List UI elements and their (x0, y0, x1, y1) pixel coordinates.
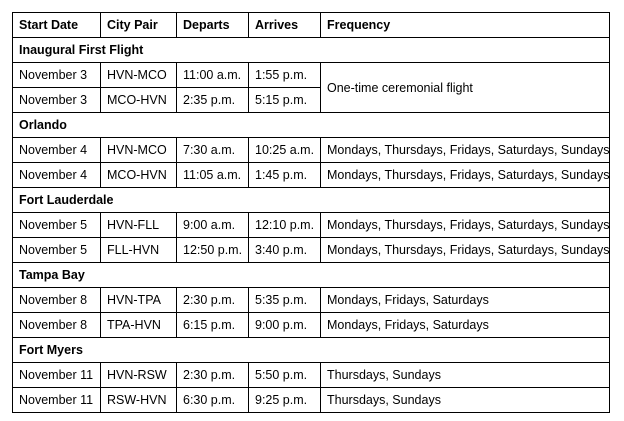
departs-cell: 6:30 p.m. (177, 388, 249, 413)
table-row (13, 163, 610, 188)
departs-cell: 11:05 a.m. (177, 163, 249, 188)
section-title: Tampa Bay (13, 263, 610, 288)
start-date-cell: November 5 (13, 238, 101, 263)
table-row (13, 238, 610, 263)
city-pair-cell: HVN-MCO (101, 138, 177, 163)
departs-cell: 2:30 p.m. (177, 288, 249, 313)
arrives-cell: 10:25 a.m. (249, 138, 321, 163)
flight-schedule-table (12, 12, 610, 413)
header-row (13, 13, 610, 38)
start-date-cell: November 4 (13, 138, 101, 163)
city-pair-cell: MCO-HVN (101, 88, 177, 113)
header-city-pair: City Pair (101, 13, 177, 38)
city-pair-cell: TPA-HVN (101, 313, 177, 338)
table-row (13, 288, 610, 313)
arrives-cell: 12:10 p.m. (249, 213, 321, 238)
table-row (13, 138, 610, 163)
section-row (13, 38, 610, 63)
start-date-cell: November 3 (13, 88, 101, 113)
frequency-cell: Mondays, Thursdays, Fridays, Saturdays, Sundays (321, 238, 610, 263)
header-frequency: Frequency (321, 13, 610, 38)
start-date-cell: November 4 (13, 163, 101, 188)
arrives-cell: 1:55 p.m. (249, 63, 321, 88)
section-title: Orlando (13, 113, 610, 138)
arrives-cell: 5:15 p.m. (249, 88, 321, 113)
arrives-cell: 3:40 p.m. (249, 238, 321, 263)
start-date-cell: November 11 (13, 388, 101, 413)
arrives-cell: 9:00 p.m. (249, 313, 321, 338)
frequency-cell: Mondays, Fridays, Saturdays (321, 288, 610, 313)
section-row (13, 113, 610, 138)
departs-cell: 9:00 a.m. (177, 213, 249, 238)
section-row (13, 263, 610, 288)
start-date-cell: November 8 (13, 313, 101, 338)
frequency-cell: One-time ceremonial flight (321, 63, 610, 113)
departs-cell: 11:00 a.m. (177, 63, 249, 88)
section-row (13, 338, 610, 363)
header-arrives: Arrives (249, 13, 321, 38)
frequency-cell: Thursdays, Sundays (321, 388, 610, 413)
start-date-cell: November 8 (13, 288, 101, 313)
frequency-cell: Mondays, Thursdays, Fridays, Saturdays, Sundays (321, 138, 610, 163)
arrives-cell: 1:45 p.m. (249, 163, 321, 188)
start-date-cell: November 5 (13, 213, 101, 238)
table-row (13, 363, 610, 388)
arrives-cell: 5:50 p.m. (249, 363, 321, 388)
schedule-container (12, 12, 610, 413)
city-pair-cell: HVN-TPA (101, 288, 177, 313)
arrives-cell: 5:35 p.m. (249, 288, 321, 313)
start-date-cell: November 3 (13, 63, 101, 88)
departs-cell: 7:30 a.m. (177, 138, 249, 163)
city-pair-cell: HVN-MCO (101, 63, 177, 88)
departs-cell: 2:30 p.m. (177, 363, 249, 388)
departs-cell: 6:15 p.m. (177, 313, 249, 338)
city-pair-cell: HVN-RSW (101, 363, 177, 388)
frequency-cell: Mondays, Thursdays, Fridays, Saturdays, Sundays (321, 213, 610, 238)
section-title: Fort Lauderdale (13, 188, 610, 213)
section-title: Inaugural First Flight (13, 38, 610, 63)
header-departs: Departs (177, 13, 249, 38)
frequency-cell: Thursdays, Sundays (321, 363, 610, 388)
table-row (13, 313, 610, 338)
section-title: Fort Myers (13, 338, 610, 363)
table-row (13, 388, 610, 413)
city-pair-cell: HVN-FLL (101, 213, 177, 238)
city-pair-cell: FLL-HVN (101, 238, 177, 263)
table-row (13, 213, 610, 238)
departs-cell: 12:50 p.m. (177, 238, 249, 263)
city-pair-cell: RSW-HVN (101, 388, 177, 413)
arrives-cell: 9:25 p.m. (249, 388, 321, 413)
frequency-cell: Mondays, Fridays, Saturdays (321, 313, 610, 338)
frequency-cell: Mondays, Thursdays, Fridays, Saturdays, Sundays (321, 163, 610, 188)
start-date-cell: November 11 (13, 363, 101, 388)
table-row (13, 63, 610, 88)
section-row (13, 188, 610, 213)
departs-cell: 2:35 p.m. (177, 88, 249, 113)
city-pair-cell: MCO-HVN (101, 163, 177, 188)
header-start-date: Start Date (13, 13, 101, 38)
